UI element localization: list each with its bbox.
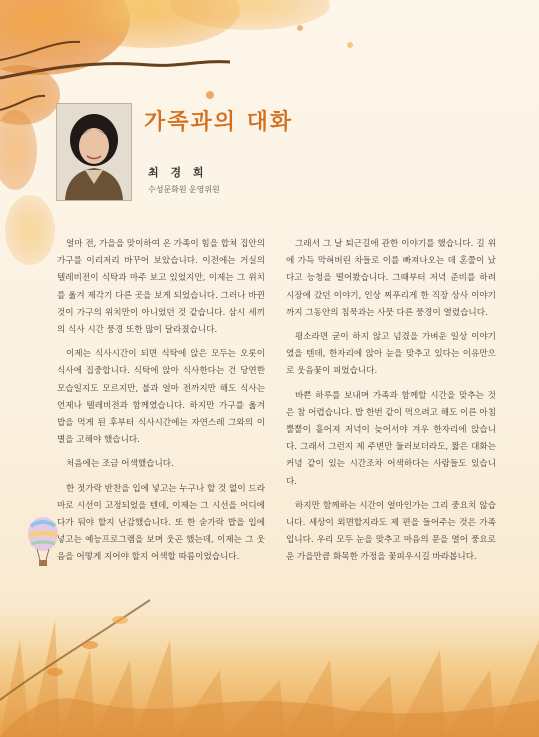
hot-air-balloon-icon [26, 516, 60, 576]
article-header [56, 103, 496, 203]
paragraph: 처음에는 조금 어색했습니다. [66, 459, 174, 470]
paragraph: 그래서 그 날 퇴근길에 관한 이야기를 했습니다. 길 위에 가득 막혀버린 차들로 이를 빠져나오는 데 혼쭐이 났다고 능청을 떨어봤습니다. 그때부터 저녁 준비를 하려 시장에 갔던 이야기, 인상 찌푸리게 한 직장 상사 이야기까지 그동안의 침묵과는 사뭇 다른 풍경이 열렸습니다. [286, 239, 496, 318]
paragraph: 얼마 전, 가을을 맞이하여 온 가족이 힘을 합쳐 집안의 가구를 이리저리 바꾸어 보았습니다. 이전에는 거실의 텔레비전이 식탁과 마주 보고 있었지만, 이제는 그 위치를 옮겨 제각기 다른 곳을 보게 되었습니다. 그러나 바뀐 것이 가구의 위치만이 아니었던 것 같습니다. 삼시 세끼의 식사 시간 풍경 또한 많이 달라졌습니다. [57, 239, 265, 336]
paragraph: 한 젓가락 반찬을 입에 넣고는 누구나 할 것 없이 드라마로 시선이 고정되었을 텐데, 이제는 그 시선을 어디에다가 둬야 할지 난감했습니다. 또 한 숟가락 밥을 입에 넣고는 예능프로그램을 보며 웃곤 했는데, 이제는 그 웃음을 어떻게 지어야 할지 어색할 따름이었습니다. [57, 483, 265, 563]
paragraph: 하지만 함께하는 시간이 얼마인가는 그리 중요치 않습니다. 세상이 외면할지라도 제 편을 들어주는 것은 가족입니다. 우리 모두 눈을 맞추고 마음의 문을 열어 풍요로운 가을만큼 화목한 가정을 꽃피우시길 바라봅니다. [286, 500, 496, 563]
person-icon [57, 104, 131, 200]
body-column-right [286, 236, 496, 574]
paragraph: 이제는 식사시간이 되면 식탁에 앉은 모두는 오롯이 식사에 집중합니다. 식탁에 앉아 식사한다는 건 당연한 모습일지도 모르지만, 불과 얼마 전까지만 해도 식사는 언제나 텔레비전과 함께였습니다. 하지만 가구를 옮겨 밥을 먹게 된 후부터 식사시간에는 자연스레 그와의 이별을 고해야 했습니다. [57, 349, 265, 446]
author-role: 수성문화원 운영위원 [148, 185, 220, 194]
article-title: 가족과의 대화 [144, 110, 294, 135]
paragraph: 평소라면 굳이 하지 않고 넘겼을 가벼운 일상 이야기였을 텐데, 한자리에 앉아 눈을 맞추고 있다는 이유만으로 웃음꽃이 피었습니다. [286, 332, 496, 377]
paragraph: 바쁜 하루를 보내며 가족과 함께할 시간을 맞추는 것은 참 어렵습니다. 밥 한번 같이 먹으려고 해도 이른 아침 뿔뿔이 흩어져 저녁이 늦어서야 겨우 한자리에 앉습니다. 그래서 그런지 제 주변만 둘러보더라도, 짧은 대화는커녕 같이 있는 시간조차 어색하다는 사람들도 있습니다. [286, 390, 496, 487]
author-portrait [56, 103, 132, 201]
body-column-left [57, 236, 265, 574]
author-name: 최 경 희 [148, 166, 208, 179]
